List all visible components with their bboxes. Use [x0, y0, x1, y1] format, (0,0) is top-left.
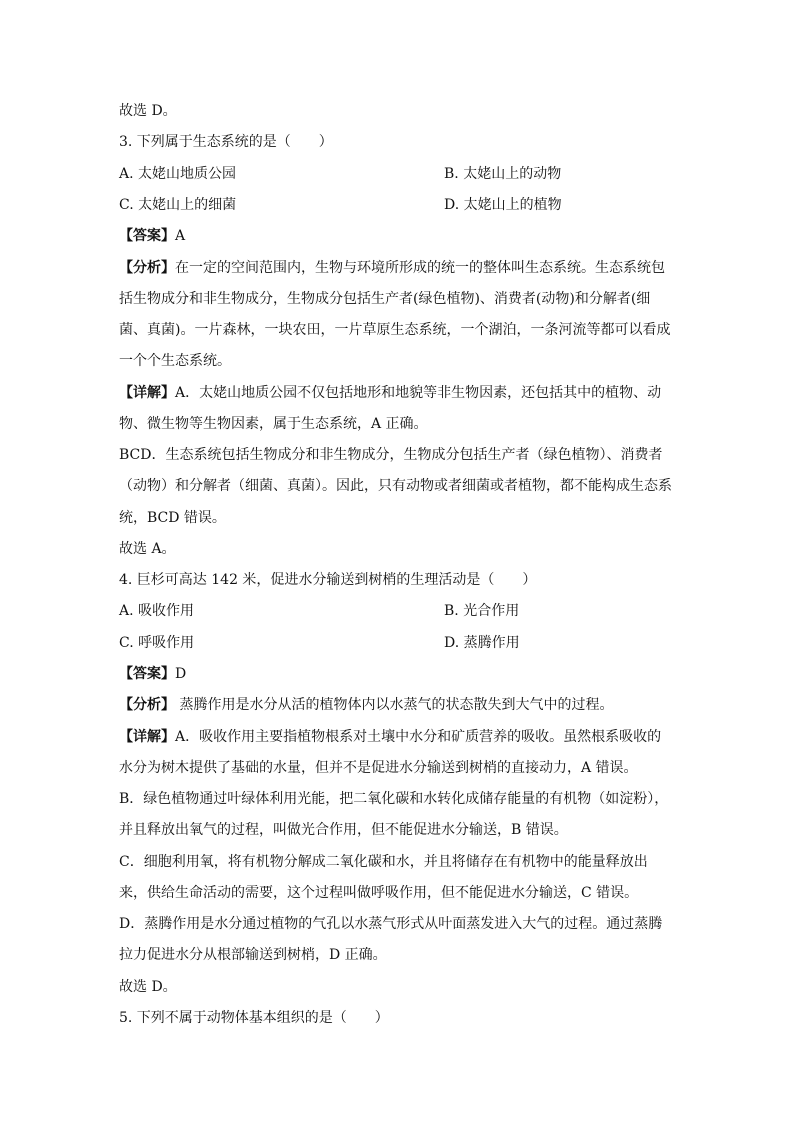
- q4-choice: 故选 D。: [119, 979, 177, 995]
- analysis-text: 在一定的空间范围内，生物与环境所形成的统一的整体叫生态系统。生态系统包: [175, 260, 665, 276]
- q4-detail-line: 水分为树木提供了基础的水量，但并不是促进水分输送到树梢的直接动力，A 错误。: [119, 760, 638, 776]
- answer-choice-prev: 故选 D。: [119, 103, 177, 119]
- q3-detail: [119, 383, 662, 403]
- q4-option-c: C. 呼吸作用: [119, 635, 195, 651]
- q3-option-b: B. 太姥山上的动物: [444, 166, 562, 182]
- answer-value: D: [175, 666, 187, 682]
- q4-detail-line: B．绿色植物通过叶绿体利用光能，把二氧化碳和水转化成储存能量的有机物（如淀粉），: [119, 791, 669, 807]
- question-4: 4. 巨杉可高达 142 米，促进水分输送到树梢的生理活动是（ ）: [119, 572, 537, 588]
- analysis-text: 蒸腾作用是水分从活的植物体内以水蒸气的状态散失到大气中的过程。: [175, 697, 614, 713]
- analysis-tag: 【分析】: [119, 260, 175, 276]
- q3-detail-line: BCD．生态系统包括生物成分和非生物成分，生物成分包括生产者（绿色植物）、消费者: [119, 447, 663, 463]
- detail-tag: 【详解】: [119, 385, 175, 401]
- detail-text: A．吸收作用主要指植物根系对土壤中水分和矿质营养的吸收。虽然根系吸收的: [175, 729, 662, 745]
- q4-option-b: B. 光合作用: [444, 603, 520, 619]
- q4-detail-line: 来，供给生命活动的需要，这个过程叫做呼吸作用，但不能促进水分输送，C 错误。: [119, 885, 639, 901]
- detail-text: A．太姥山地质公园不仅包括地形和地貌等非生物因素，还包括其中的植物、动: [175, 385, 662, 401]
- q3-detail-line: （动物）和分解者（细菌、真菌）。因此，只有动物或者细菌或者植物，都不能构成生态系: [119, 478, 672, 494]
- q4-detail-line: 拉力促进水分从根部输送到树梢，D 正确。: [119, 947, 387, 963]
- q3-option-c: C. 太姥山上的细菌: [119, 197, 237, 213]
- q3-choice: 故选 A。: [119, 541, 176, 557]
- q4-option-d: D. 蒸腾作用: [444, 635, 520, 651]
- q4-detail: [119, 727, 662, 747]
- analysis-tag: 【分析】: [119, 697, 175, 713]
- q4-detail-line: 并且释放出氧气的过程，叫做光合作用，但不能促进水分输送，B 错误。: [119, 822, 568, 838]
- question-5: 5. 下列不属于动物体基本组织的是（ ）: [119, 1010, 389, 1026]
- q3-analysis-line: 括生物成分和非生物成分，生物成分包括生产者(绿色植物)、消费者(动物)和分解者(细: [119, 291, 651, 307]
- answer-tag: 【答案】: [119, 228, 175, 244]
- q4-detail-line: D．蒸腾作用是水分通过植物的气孔以水蒸气形式从叶面蒸发进入大气的过程。通过蒸腾: [119, 916, 663, 932]
- detail-tag: 【详解】: [119, 729, 175, 745]
- q4-answer: [119, 664, 659, 684]
- question-3: 3. 下列属于生态系统的是（ ）: [119, 134, 333, 150]
- q3-analysis: [119, 258, 665, 278]
- q3-answer: [119, 226, 659, 246]
- q3-option-d: D. 太姥山上的植物: [444, 197, 562, 213]
- q3-option-a: A. 太姥山地质公园: [119, 166, 237, 182]
- answer-value: A: [175, 228, 186, 244]
- q3-detail-line: 物、微生物等生物因素，属于生态系统，A 正确。: [119, 416, 428, 432]
- q3-detail-line: 统，BCD 错误。: [119, 510, 226, 526]
- q4-detail-line: C．细胞利用氧，将有机物分解成二氧化碳和水，并且将储存在有机物中的能量释放出: [119, 854, 648, 870]
- answer-tag: 【答案】: [119, 666, 175, 682]
- q4-analysis: [119, 695, 659, 715]
- q4-option-a: A. 吸收作用: [119, 603, 195, 619]
- q3-analysis-line: 一个个生态系统。: [119, 353, 231, 369]
- q3-analysis-line: 菌、真菌)。一片森林，一块农田，一片草原生态系统，一个湖泊，一条河流等都可以看成: [119, 322, 671, 338]
